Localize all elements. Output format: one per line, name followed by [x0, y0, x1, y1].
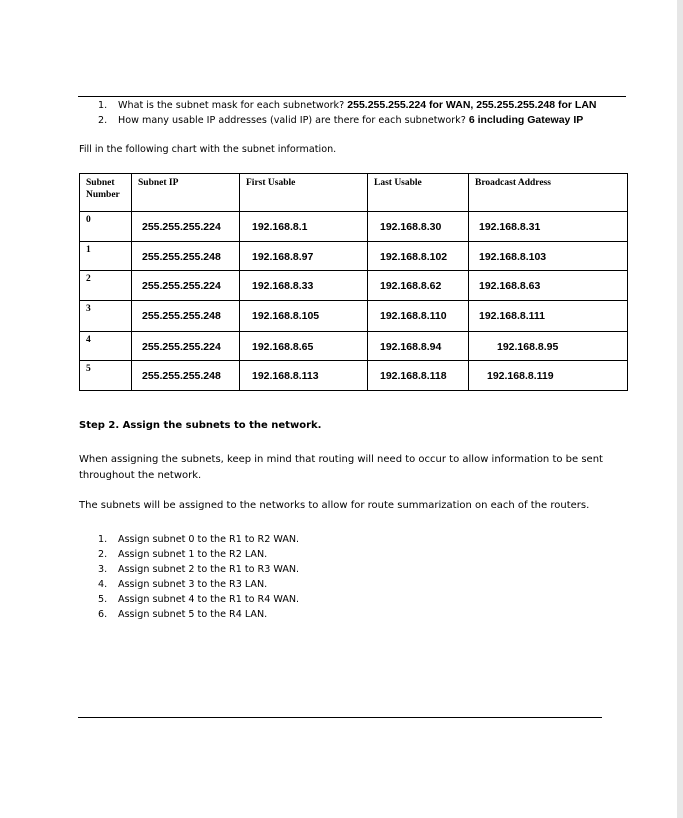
list-item-text: Assign subnet 0 to the R1 to R2 WAN.: [118, 534, 300, 545]
header-subnet-ip: Subnet IP: [132, 174, 240, 212]
list-item-text: Assign subnet 2 to the R1 to R3 WAN.: [118, 564, 300, 575]
table-row: [80, 212, 628, 242]
header-subnet-number: Subnet Number: [80, 174, 132, 212]
cell-broadcast: 192.168.8.111: [469, 301, 628, 332]
cell-subnet-ip: 255.255.255.224: [132, 332, 240, 361]
cell-subnet-ip: 255.255.255.224: [132, 212, 240, 242]
question-item: [98, 98, 597, 113]
list-item-number: 1.: [98, 534, 108, 545]
list-item-number: 5.: [98, 594, 108, 605]
cell-broadcast: 192.168.8.119: [469, 361, 628, 391]
list-item-number: 2.: [98, 549, 108, 560]
list-item-text: Assign subnet 5 to the R4 LAN.: [118, 609, 268, 620]
list-item: [98, 577, 299, 592]
header-broadcast-address: Broadcast Address: [469, 174, 628, 212]
cell-first-usable: 192.168.8.33: [240, 271, 368, 301]
list-item-number: 6.: [98, 609, 108, 620]
list-item-text: Assign subnet 1 to the R2 LAN.: [118, 549, 268, 560]
cell-broadcast: 192.168.8.103: [469, 242, 628, 271]
bottom-rule: [78, 717, 602, 718]
question-number: 2.: [98, 115, 108, 126]
list-item-number: 4.: [98, 579, 108, 590]
cell-first-usable: 192.168.8.113: [240, 361, 368, 391]
cell-last-usable: 192.168.8.94: [368, 332, 469, 361]
assignment-list: [98, 532, 299, 622]
table-row: [80, 332, 628, 361]
cell-last-usable: 192.168.8.110: [368, 301, 469, 332]
cell-broadcast: 192.168.8.31: [469, 212, 628, 242]
step2-paragraph-summarization: The subnets will be assigned to the networks to allow for route summarization on each of the routers.: [79, 500, 590, 511]
fill-instruction: Fill in the following chart with the subnet information.: [79, 144, 337, 155]
table-header-row: [80, 174, 628, 212]
table-row: [80, 242, 628, 271]
question-number: 1.: [98, 100, 108, 111]
list-item: [98, 592, 299, 607]
table-row: [80, 271, 628, 301]
list-item-text: Assign subnet 3 to the R3 LAN.: [118, 579, 268, 590]
header-first-usable: First Usable: [240, 174, 368, 212]
table-row: [80, 361, 628, 391]
cell-subnet-number: 5: [80, 361, 132, 391]
step2-paragraph-routing: When assigning the subnets, keep in mind that routing will need to occur to allow information to be sent throughout the network.: [79, 454, 603, 481]
question-item: [98, 113, 597, 128]
cell-subnet-number: 1: [80, 242, 132, 271]
question-text: What is the subnet mask for each subnetwork?: [118, 100, 345, 111]
list-item: [98, 547, 299, 562]
cell-subnet-number: 3: [80, 301, 132, 332]
question-answer: 255.255.255.224 for WAN, 255.255.255.248 for LAN: [347, 99, 597, 111]
list-item: [98, 532, 299, 547]
question-list: [98, 98, 597, 128]
cell-last-usable: 192.168.8.30: [368, 212, 469, 242]
step2-heading: Step 2. Assign the subnets to the network.: [79, 420, 322, 431]
header-last-usable: Last Usable: [368, 174, 469, 212]
page-edge-shadow: [677, 0, 683, 818]
top-rule: [78, 96, 626, 97]
list-item-text: Assign subnet 4 to the R1 to R4 WAN.: [118, 594, 300, 605]
cell-subnet-number: 0: [80, 212, 132, 242]
cell-last-usable: 192.168.8.102: [368, 242, 469, 271]
question-answer: 6 including Gateway IP: [468, 114, 584, 126]
cell-first-usable: 192.168.8.105: [240, 301, 368, 332]
cell-subnet-number: 2: [80, 271, 132, 301]
cell-first-usable: 192.168.8.97: [240, 242, 368, 271]
cell-first-usable: 192.168.8.1: [240, 212, 368, 242]
cell-last-usable: 192.168.8.62: [368, 271, 469, 301]
cell-subnet-ip: 255.255.255.248: [132, 301, 240, 332]
cell-subnet-ip: 255.255.255.224: [132, 271, 240, 301]
question-text: How many usable IP addresses (valid IP) are there for each subnetwork?: [118, 115, 466, 126]
cell-subnet-ip: 255.255.255.248: [132, 242, 240, 271]
list-item: [98, 562, 299, 577]
cell-first-usable: 192.168.8.65: [240, 332, 368, 361]
cell-last-usable: 192.168.8.118: [368, 361, 469, 391]
table-row: [80, 301, 628, 332]
cell-broadcast: 192.168.8.63: [469, 271, 628, 301]
cell-broadcast: 192.168.8.95: [469, 332, 628, 361]
list-item-number: 3.: [98, 564, 108, 575]
cell-subnet-ip: 255.255.255.248: [132, 361, 240, 391]
subnet-table: [79, 173, 628, 391]
list-item: [98, 607, 299, 622]
cell-subnet-number: 4: [80, 332, 132, 361]
